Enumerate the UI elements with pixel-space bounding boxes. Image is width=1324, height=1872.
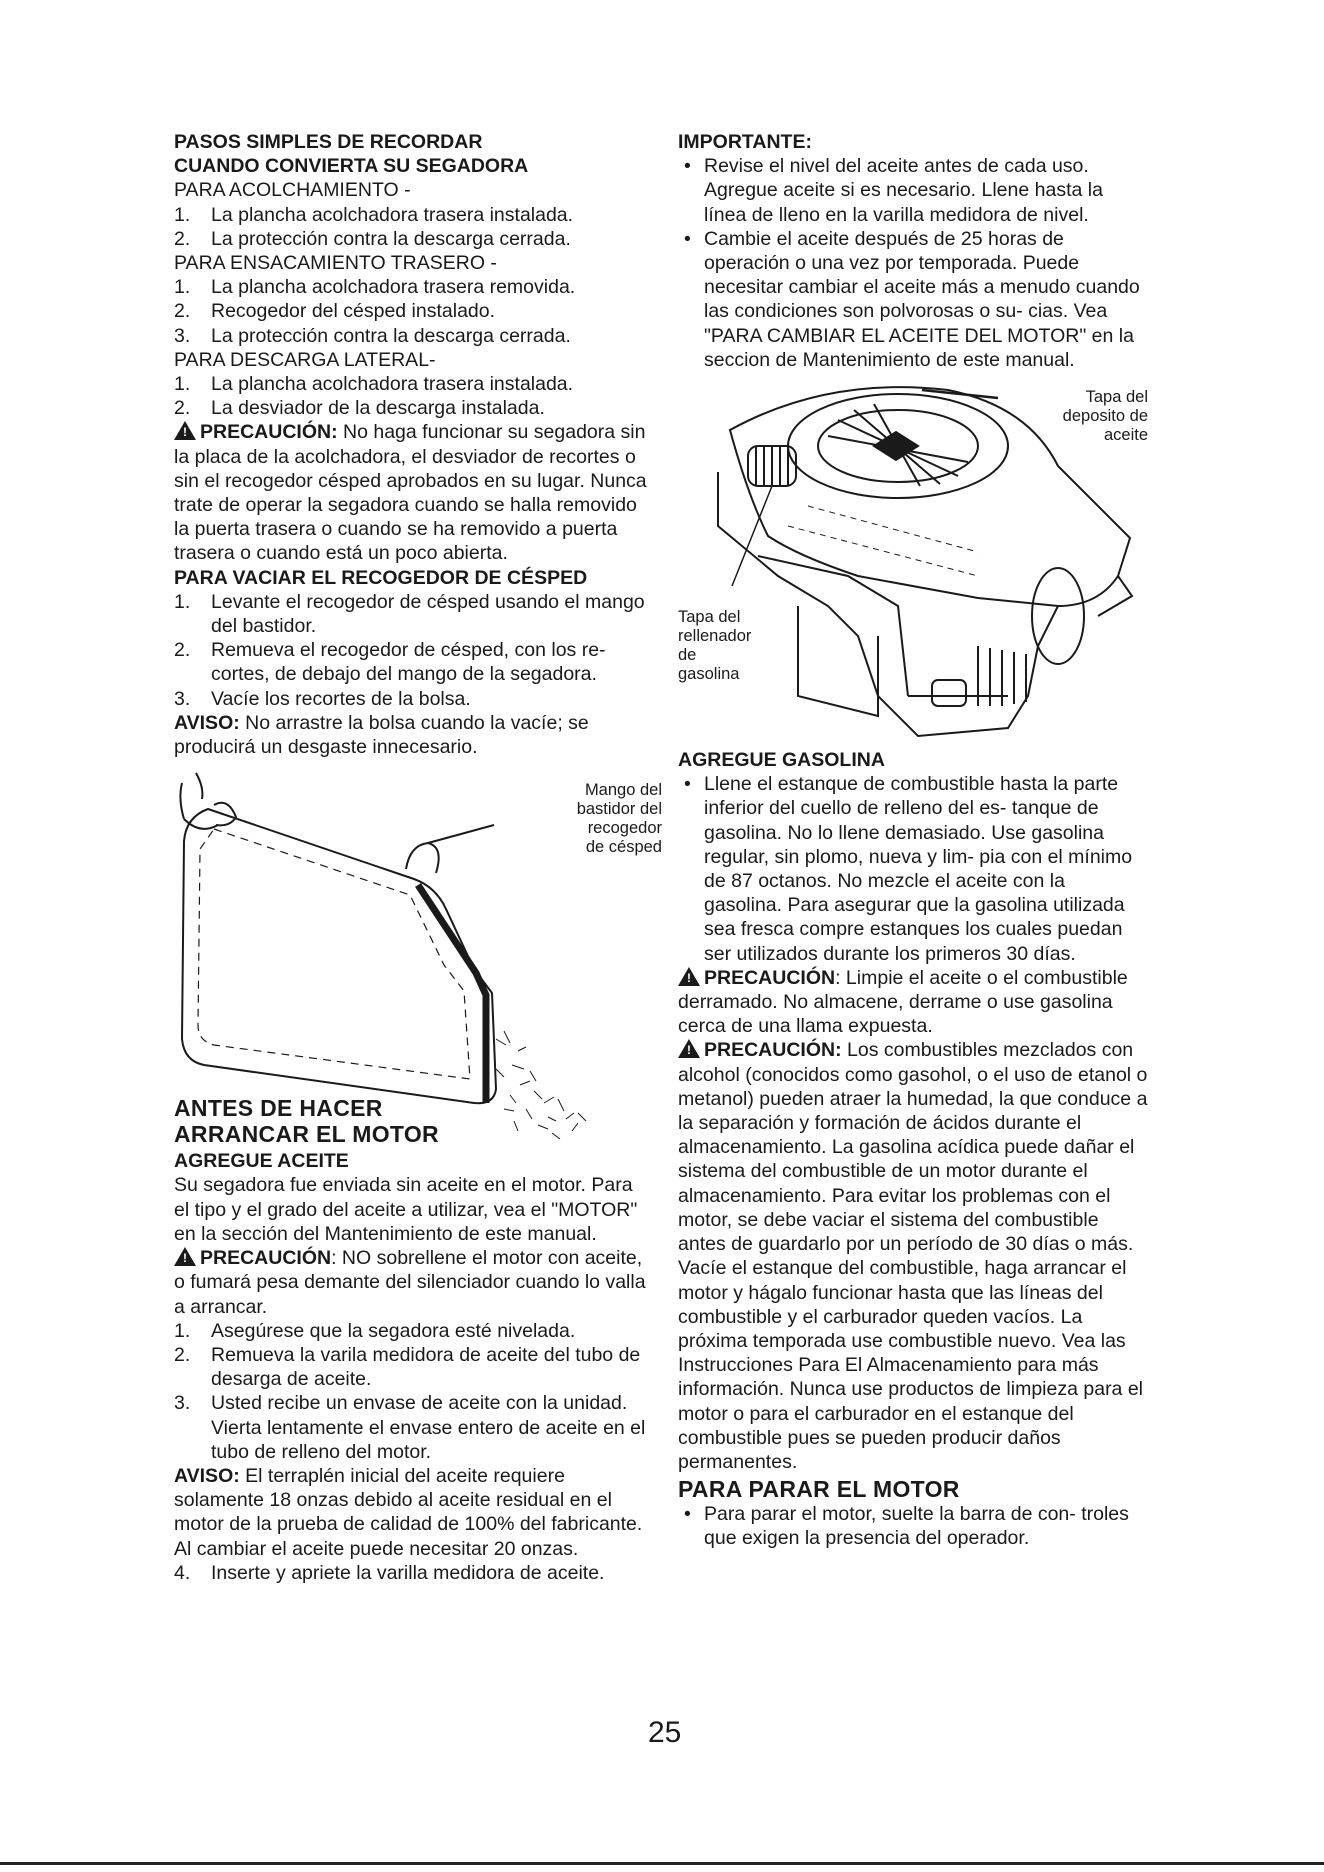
left-column (174, 130, 662, 1585)
bullet-item: • Revise el nivel del aceite antes de cada uso. Agregue aceite si es necesario. Llene hasta la línea de lleno en la varilla medidora de nivel. (684, 155, 1103, 226)
caution-paragraph: !PRECAUCIÓN: NO sobrellene el motor con aceite, o fumará pesa demante del silenciador cuando lo valla a arrancar. (174, 1246, 652, 1319)
engine-figure (678, 376, 1148, 746)
list-item: 3. La protección contra la descarga cerrada. (174, 324, 571, 347)
notice-paragraph: AVISO: El terraplén inicial del aceite requiere solamente 18 onzas debido al aceite residual en el motor de la prueba de calidad de 100% del fabricante. Al cambiar el aceite puede necesitar 20 onzas. (174, 1464, 643, 1560)
add-oil-heading: AGREGUE ACEITE (174, 1150, 349, 1173)
right-column (678, 130, 1148, 1551)
bullet-item: • Cambie el aceite después de 25 horas de operación o una vez por temporada. Puede necesitar cambiar el aceite más a menudo cuando las condiciones son polvorosas o su- cias. Vea "PARA CAMBIAR EL ACEITE DEL MOTOR" en la seccion de Mantenimiento de este manual. (684, 227, 1140, 371)
steps-title-line2: CUANDO CONVIERTA SU SEGADORA (174, 155, 529, 178)
bullet-item: • Llene el estanque de combustible hasta la parte inferior del cuello de relleno del es- tanque de gasolina. No lo llene demasiado. Use gasolina regular, sin plomo, nueva y lim- pia con el mínimo de 87 octanos. No mezcle el aceite con la gasolina. Para asegurar que la gasolina utilizada sea fresca compre estanques los cuales puedan ser utilizados durante los primeros 30 días. (684, 773, 1133, 965)
page-number: 25 (648, 1716, 682, 1749)
bullet-item: • Para parar el motor, suelte la barra de con- troles que exigen la presencia del operador. (684, 1503, 1129, 1550)
list-item: 2. La desviador de la descarga instalada. (174, 397, 545, 420)
list-item: 4. Inserte y apriete la varilla medidora de aceite. (174, 1561, 605, 1584)
list-item: 3. Vacíe los recortes de la bolsa. (174, 687, 471, 710)
list-item: 2. Recogedor del césped instalado. (174, 300, 496, 323)
caution-paragraph: !PRECAUCIÓN: No haga funcionar su segadora sin la placa de la acolchadora, el desviador de recortes o sin el recogedor césped aprobados en su lugar. Nunca trate de operar la segadora cuando se halla removido la puerta trasera o cuando se ha removido a puerta trasera o cuando está un poco abierta. (174, 420, 652, 565)
grass-catcher-figure (174, 769, 662, 1143)
stop-engine-heading: PARA PARAR EL MOTOR (678, 1476, 960, 1503)
add-gas-heading: AGREGUE GASOLINA (678, 749, 885, 772)
list-item: 2. La protección contra la descarga cerrada. (174, 227, 571, 250)
side-discharge-heading: PARA DESCARGA LATERAL- (174, 348, 436, 371)
warning-icon (678, 967, 700, 986)
bottom-rule (0, 1862, 1324, 1865)
caution-paragraph: !PRECAUCIÓN: Los combustibles mezclados con alcohol (conocidos como gasohol, o el uso de etanol o metanol) pueden atraer la humedad, la que conduce a la separación y formación de ácidos durante el almacenamiento. La gasolina acídica puede dañar el sistema del combustible de un motor durante el almacenamiento. Para evitar los problemas con el motor, se debe vaciar el sistema del combustible antes de guardarlo por un período de 30 días o más. Vacíe el estanque del combustible, haga arrancar el motor y hágalo funcionar hasta que las líneas del combustible y el carburador queden vacíos. La próxima temporada use combustible nuevo. Vea las Instrucciones Para El Almacenamiento para más información. Nunca use productos de limpieza para el motor o para el carburador en el estanque del combustible pues se pueden producir daños permanentes. (678, 1038, 1148, 1474)
catcher-handle-label: Mango del bastidor del recogedor de césped (576, 781, 662, 857)
list-item: 1. La plancha acolchadora trasera instalada. (174, 203, 574, 226)
important-heading: IMPORTANTE: (678, 131, 812, 153)
steps-title-line1: PASOS SIMPLES DE RECORDAR (174, 131, 483, 153)
before-starting-heading-line2: ARRANCAR EL MOTOR (174, 1121, 439, 1148)
oil-cap-label: Tapa del deposito de aceite (1062, 388, 1148, 445)
empty-bag-heading: PARA VACIAR EL RECOGEDOR DE CÉSPED (174, 566, 588, 589)
fuel-cap-label: Tapa del rellenador de gasolina (678, 608, 752, 684)
oil-paragraph: Su segadora fue enviada sin aceite en el motor. Para el tipo y el grado del aceite a utilizar, vea el "MOTOR" en la sección del Mantenimiento de este manual. (174, 1174, 638, 1245)
warning-icon (174, 421, 196, 440)
rear-bag-heading: PARA ENSACAMIENTO TRASERO - (174, 252, 497, 275)
caution-paragraph: !PRECAUCIÓN: Limpie el aceite o el combustible derramado. No almacene, derrame o use gasolina cerca de una llama expuesta. (678, 966, 1148, 1039)
mulch-heading: PARA ACOLCHAMIENTO - (174, 179, 411, 202)
before-starting-heading-line1: ANTES DE HACER (174, 1095, 383, 1122)
warning-icon (678, 1039, 700, 1058)
list-item: 1. Levante el recogedor de césped usando el mango del bastidor. (174, 590, 645, 638)
list-item: 3. Usted recibe un envase de aceite con la unidad. Vierta lentamente el envase entero de aceite en el tubo de relleno del motor. (174, 1392, 646, 1463)
list-item: 2. Remueva el recogedor de césped, con los re- cortes, de debajo del mango de la segadora. (174, 639, 606, 686)
list-item: 2. Remueva la varila medidora de aceite del tubo de desarga de aceite. (174, 1343, 641, 1391)
list-item: 1. Asegúrese que la segadora esté nivelada. (174, 1319, 576, 1342)
list-item: 1. La plancha acolchadora trasera instalada. (174, 373, 574, 396)
list-item: 1. La plancha acolchadora trasera removida. (174, 276, 576, 299)
notice-paragraph: AVISO: No arrastre la bolsa cuando la vacíe; se producirá un desgaste innecesario. (174, 711, 589, 759)
warning-icon (174, 1247, 196, 1266)
